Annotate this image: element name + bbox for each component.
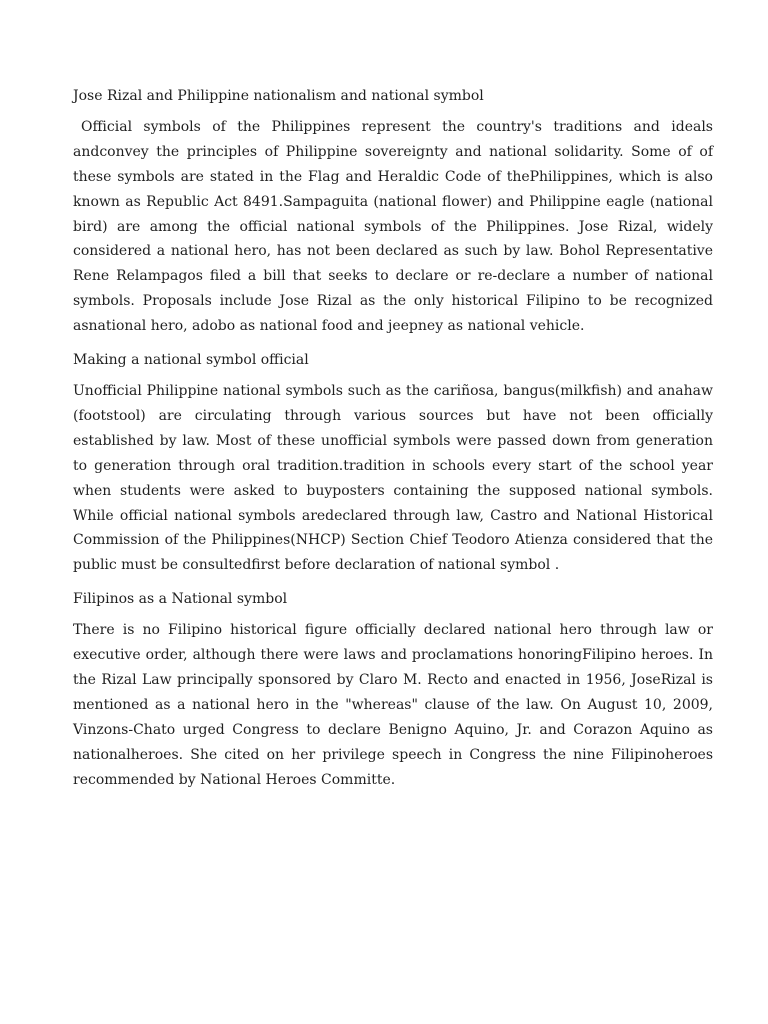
section-body-making-official: Unofficial Philippine national symbols such as the cariñosa, bangus(milkfish) and anahaw (footstool) are circulating through various sources but have not been officially established by law. Most of these unofficial symbols were passed down from generation to generation through oral tradition.tradition in schools every start of the school year when students were asked to buyposters containing the supposed national symbols. While official national symbols aredeclared through law, Castro and National Historical Commission of the Philippines(NHCP) Section Chief Teodoro Atienza considered that the public must be consultedfirst before declaration of national symbol .	[73, 382, 713, 574]
document-page	[73, 84, 713, 801]
document-title: Jose Rizal and Philippine nationalism and national symbol	[73, 88, 484, 104]
section-body-filipinos-symbol: There is no Filipino historical figure officially declared national hero through law or executive order, although there were laws and proclamations honoringFilipino heroes. In the Rizal Law principally sponsored by Claro M. Recto and enacted in 1956, JoseRizal is mentioned as a national hero in the "whereas" clause of the law. On August 10, 2009, Vinzons-Chato urged Congress to declare Benigno Aquino, Jr. and Corazon Aquino as nationalheroes. She cited on her privilege speech in Congress the nine Filipinoheroes recommended by National Heroes Committe.	[73, 622, 713, 788]
section-heading-filipinos-symbol: Filipinos as a National symbol	[73, 591, 288, 608]
intro-paragraph: Official symbols of the Philippines represent the country's traditions and ideals andconvey the principles of Philippine sovereignty and national solidarity. Some of of these symbols are stated in the Flag and Heraldic Code of thePhilippines, which is also known as Republic Act 8491.Sampaguita (national flower) and Philippine eagle (national bird) are among the official national symbols of the Philippines. Jose Rizal, widely considered a national hero, has not been declared as such by law. Bohol Representative Rene Relampagos filed a bill that seeks to declare or re-declare a number of national symbols. Proposals include Jose Rizal as the only historical Filipino to be recognized asnational hero, adobo as national food and jeepney as national vehicle.	[73, 118, 713, 335]
section-heading-making-official: Making a national symbol official	[73, 352, 309, 369]
